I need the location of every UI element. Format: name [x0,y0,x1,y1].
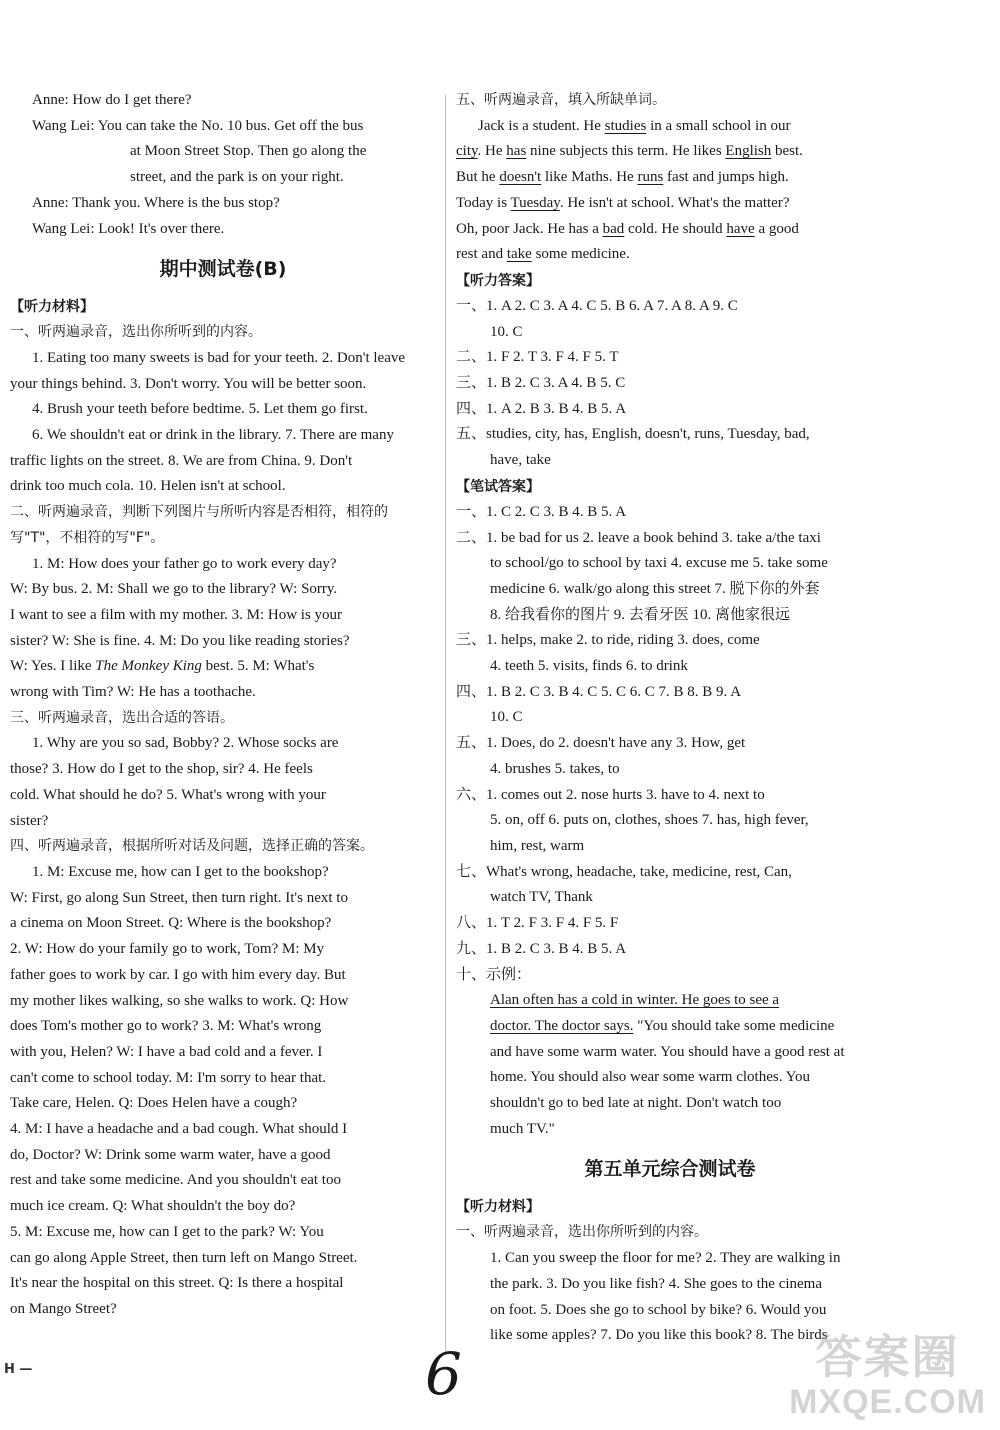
listening-material-label: 【听力材料】 [10,299,94,316]
answer-line: 四、1. B 2. C 3. B 4. C 5. C 6. C 7. B 8. B 9. A [456,683,742,700]
answer-line: 二、1. be bad for us 2. leave a book behind 3. take a/the taxi [456,529,821,546]
text-span: like Maths. He [541,169,638,186]
text-span: nine subjects this term. He likes [526,143,726,160]
text-line: 5. M: Excuse me, how can I get to the park? W: You [10,1223,324,1240]
text-span: best. 5. M: What's [201,658,315,675]
text-line: drink too much cola. 10. Helen isn't at school. [10,478,286,495]
dialog-line: Anne: How do I get there? [32,92,192,108]
text-line: 6. We shouldn't eat or drink in the library. 7. There are many [32,427,394,444]
filled-word: has [506,143,527,160]
section-title: 五、听两遍录音，填入所缺单词。 [456,92,666,108]
text-line: 1. Can you sweep the floor for me? 2. They are walking in [490,1250,841,1267]
answer-line: 五、studies, city, has, English, doesn't, runs, Tuesday, bad, [456,426,810,443]
answer-line: 4. brushes 5. takes, to [490,760,620,777]
text-span: a good [754,220,799,237]
text-span: Today is [456,194,511,211]
written-answers-label: 【笔试答案】 [456,478,540,495]
passage-line [456,165,884,191]
text-line: cold. What should he do? 5. What's wrong with your [10,786,326,803]
text-span: rest and [456,246,507,263]
left-column [10,88,436,1323]
watermark-url: MXQE.COM [789,1383,986,1421]
text-span: Oh, poor Jack. He has a [456,220,603,237]
text-line: 2. W: How do your family go to work, Tom? M: My [10,941,325,958]
text-line: sister? [10,812,49,829]
example-underlined: doctor. The doctor says. [490,1017,634,1034]
text-line: on foot. 5. Does she go to school by bike? 6. Would you [490,1301,827,1318]
text-line: much ice cream. Q: What shouldn't the boy do? [10,1198,296,1215]
text-span: "You should take some medicine [633,1017,835,1034]
text-line: father goes to work by car. I go with him every day. But [10,966,346,983]
watermark-text: 答案圈 [815,1330,960,1384]
answer-line: 六、1. comes out 2. nose hurts 3. have to 4. next to [456,786,765,803]
example-line: shouldn't go to bed late at night. Don't watch too [490,1095,782,1112]
filled-word: English [725,143,772,160]
answer-line: 4. teeth 5. visits, finds 6. to drink [490,658,688,675]
text-line: Take care, Helen. Q: Does Helen have a cough? [10,1095,298,1112]
text-line: can go along Apple Street, then turn left on Mango Street. [10,1249,358,1266]
column-divider [445,95,446,1355]
text-line: W: By bus. 2. M: Shall we go to the library? W: Sorry. [10,581,338,598]
text-span: . He [477,143,507,160]
answer-line: 五、1. Does, do 2. doesn't have any 3. How, get [456,735,746,752]
example-underlined: Alan often has a cold in winter. He goes to see a [490,992,780,1009]
example-line: and have some warm water. You should have a good rest at [490,1043,845,1060]
text-line: 4. Brush your teeth before bedtime. 5. Let them go first. [32,401,368,418]
example-line [456,988,884,1014]
text-line: 1. Eating too many sweets is bad for your teeth. 2. Don't leave [32,349,406,366]
text-span: best. [771,143,803,160]
text-line: my mother likes walking, so she walks to work. Q: How [10,992,349,1009]
unit5-title: 第五单元综合测试卷 [584,1158,756,1181]
dialog-line: street, and the park is on your right. [130,169,344,186]
text-span: W: Yes. I like [10,658,96,675]
example-line: home. You should also wear some warm clothes. You [490,1069,810,1086]
filled-word: city [456,143,478,160]
filled-word: take [506,246,532,263]
text-line: I want to see a film with my mother. 3. M: How is your [10,606,343,623]
filled-word: have [726,220,755,237]
passage-line [456,242,884,268]
handwritten-page-number: 6 [425,1340,462,1408]
text-span: Jack is a student. He [478,117,605,134]
filled-word: studies [604,117,647,134]
dialog-line: Anne: Thank you. Where is the bus stop? [32,194,280,211]
text-line: those? 3. How do I get to the shop, sir? 4. He feels [10,761,313,778]
answer-line: him, rest, warm [490,837,585,854]
answer-line: 四、1. A 2. B 3. B 4. B 5. A [456,400,627,417]
text-span: fast and jumps high. [663,169,789,186]
passage-line [456,217,884,243]
book-title: The Monkey King [95,658,202,675]
dialog-line: Wang Lei: You can take the No. 10 bus. Get off the bus [32,117,364,134]
text-span: cold. He should [624,220,727,237]
answer-line: 十、示例： [456,966,532,983]
text-line: W: First, go along Sun Street, then turn right. It's next to [10,889,348,906]
passage-line [456,114,884,140]
text-line: your things behind. 3. Don't worry. You will be better soon. [10,375,367,392]
section-title: 四、听两遍录音，根据所听对话及问题，选择正确的答案。 [10,838,374,855]
answer-line: 5. on, off 6. puts on, clothes, shoes 7. has, high fever, [490,812,809,829]
example-line [456,1014,884,1040]
answer-line: 8. 给我看你的图片 9. 去看牙医 10. 离他家很远 [490,606,791,623]
right-column [456,88,884,1349]
text-span: But he [456,169,500,186]
answer-line: medicine 6. walk/go along this street 7. 脱下你的外套 [490,580,820,597]
section-title: 写"T"，不相符的写"F"。 [10,529,165,546]
dialog-line: at Moon Street Stop. Then go along the [130,143,367,160]
filled-word: bad [602,220,625,237]
answer-line: 10. C [490,709,523,726]
text-line: on Mango Street? [10,1300,117,1317]
text-line: 1. M: How does your father go to work every day? [32,555,337,572]
answer-line: 10. C [490,323,523,340]
page-mark: H — [4,1362,33,1377]
text-line: like some apples? 7. Do you like this book? 8. The birds [490,1327,828,1344]
text-line: sister? W: She is fine. 4. M: Do you like reading stories? [10,632,350,649]
text-span: . He isn't at school. What's the matter? [559,194,790,211]
answer-line: 九、1. B 2. C 3. B 4. B 5. A [456,940,627,957]
text-line: It's near the hospital on this street. Q: Is there a hospital [10,1275,344,1292]
text-line: 1. Why are you so sad, Bobby? 2. Whose socks are [32,735,339,752]
text-line: a cinema on Moon Street. Q: Where is the bookshop? [10,915,332,932]
text-line [10,654,436,680]
watermark-logo [789,1331,986,1422]
section-title: 一、听两遍录音，选出你所听到的内容。 [10,324,262,341]
listening-material-label: 【听力材料】 [456,1199,540,1216]
text-line: rest and take some medicine. And you shouldn't eat too [10,1172,341,1189]
section-title: 二、听两遍录音，判断下列图片与所听内容是否相符，相符的 [10,504,388,521]
section-title: 一、听两遍录音，选出你所听到的内容。 [456,1224,708,1241]
text-line: can't come to school today. M: I'm sorry to hear that. [10,1069,327,1086]
filled-word: Tuesday [510,194,560,211]
text-span: some medicine. [531,246,630,263]
text-line: the park. 3. Do you like fish? 4. She goes to the cinema [490,1275,823,1292]
midterm-title: 期中测试卷(B) [159,258,287,281]
text-line: 4. M: I have a headache and a bad cough. What should I [10,1121,348,1138]
answer-line: 三、1. helps, make 2. to ride, riding 3. does, come [456,632,760,649]
text-span: in a small school in our [646,117,791,134]
filled-word: runs [637,169,664,186]
dialog-line: Wang Lei: Look! It's over there. [32,220,225,237]
text-line: 1. M: Excuse me, how can I get to the bookshop? [32,863,329,880]
text-line: traffic lights on the street. 8. We are from China. 9. Don't [10,452,353,469]
text-line: with you, Helen? W: I have a bad cold and a fever. I [10,1043,323,1060]
text-line: wrong with Tim? W: He has a toothache. [10,684,256,701]
answer-line: 一、1. C 2. C 3. B 4. B 5. A [456,503,627,520]
passage-line [456,191,884,217]
answer-line: 三、1. B 2. C 3. A 4. B 5. C [456,375,626,392]
example-line: much TV." [490,1120,555,1137]
answer-line: 二、1. F 2. T 3. F 4. F 5. T [456,349,619,366]
answer-line: to school/go to school by taxi 4. excuse me 5. take some [490,555,828,572]
answer-line: watch TV, Thank [490,889,593,906]
filled-word: doesn't [499,169,542,186]
answer-line: 七、What's wrong, headache, take, medicine, rest, Can, [456,863,792,880]
passage-line [456,139,884,165]
answer-line: 八、1. T 2. F 3. F 4. F 5. F [456,915,619,932]
section-title: 三、听两遍录音，选出合适的答语。 [10,709,234,726]
answer-line: have, take [490,452,551,469]
listening-answers-label: 【听力答案】 [456,272,540,289]
text-line: does Tom's mother go to work? 3. M: What's wrong [10,1018,322,1035]
text-line: do, Doctor? W: Drink some warm water, have a good [10,1146,331,1163]
answer-line: 一、1. A 2. C 3. A 4. C 5. B 6. A 7. A 8. A 9. C [456,297,738,314]
